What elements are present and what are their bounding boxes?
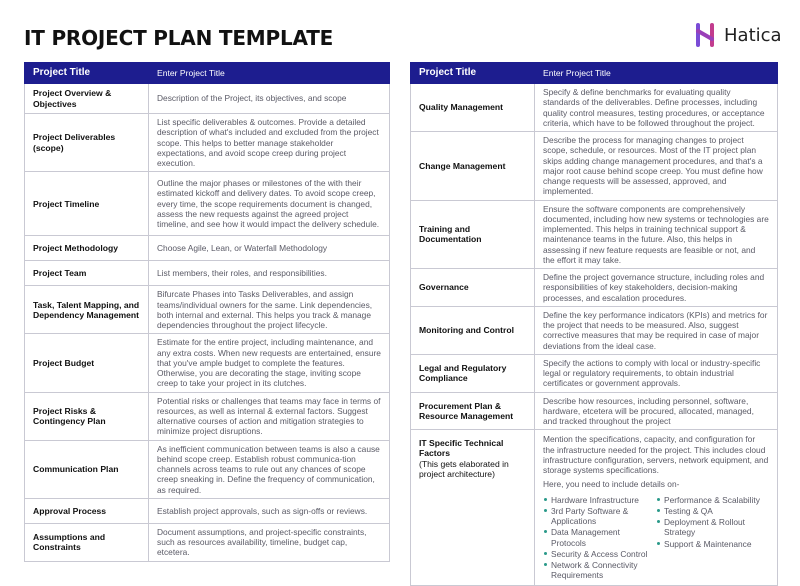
- row-label: Assumptions and Constraints: [25, 523, 149, 561]
- list-item: Deployment & Rollout Strategy: [656, 517, 769, 538]
- table-row: [411, 306, 778, 354]
- header-project-title-input[interactable]: Enter Project Title: [149, 63, 390, 84]
- row-description[interactable]: [535, 430, 778, 585]
- row-description[interactable]: List specific deliverables & outcomes. Provide a detailed description of what's included and excluded from the project scope. This helps to better manage stakeholder expectations, and avoid scope creep during project execution.: [149, 114, 390, 172]
- row-label: Monitoring and Control: [411, 306, 535, 354]
- row-label: Project Methodology: [25, 236, 149, 261]
- row-description[interactable]: Describe the process for managing changes to project scope, schedule, or resources. Most of the IT project plan skips adding change management procedures, and that's a major root cause behind scope creep. You must define how change requests will be assessed, approved, and implemented.: [535, 132, 778, 201]
- list-item: Support & Maintenance: [656, 539, 769, 549]
- row-description[interactable]: Define the project governance structure, including roles and responsibilities of key stakeholders, decision-making processes, and escalation procedures.: [535, 269, 778, 307]
- row-label: Change Management: [411, 132, 535, 201]
- row-description[interactable]: List members, their roles, and responsibilities.: [149, 261, 390, 286]
- table-header-row: [411, 63, 778, 84]
- header-project-title-input[interactable]: Enter Project Title: [535, 63, 778, 84]
- row-label: Project Timeline: [25, 172, 149, 236]
- table-row: [411, 84, 778, 132]
- brand-logo: [692, 22, 782, 48]
- row-description[interactable]: Specify & define benchmarks for evaluating quality standards of the deliverables. Define processes, including quality control measures, testing procedures, or acceptance criteria, which have to be followed throughout the project.: [535, 84, 778, 132]
- table-row: [411, 392, 778, 430]
- row-label: [411, 430, 535, 585]
- row-description[interactable]: Establish project approvals, such as sign-offs or reviews.: [149, 498, 390, 523]
- table-header-row: [25, 63, 390, 84]
- table-row: [25, 440, 390, 498]
- row-label: Project Risks & Contingency Plan: [25, 392, 149, 440]
- row-description[interactable]: Ensure the software components are comprehensively documented, including how new systems or technologies are implemented. This helps in training technical support & maintenance teams in the future. Also, this helps in assessing if new feature requests are feasible or not, and the effort it may take.: [535, 200, 778, 269]
- list-item: Performance & Scalability: [656, 495, 769, 505]
- row-description[interactable]: Define the key performance indicators (KPIs) and metrics for the project that needs to be measured. Also, suggest corrective measures that may be required in case of major deviations from the ideal case.: [535, 306, 778, 354]
- table-row: [25, 498, 390, 523]
- list-item: 3rd Party Software & Applications: [543, 506, 656, 527]
- row-label: Quality Management: [411, 84, 535, 132]
- right-plan-table: [410, 62, 778, 586]
- row-description[interactable]: Choose Agile, Lean, or Waterfall Methodology: [149, 236, 390, 261]
- page-title: IT PROJECT PLAN TEMPLATE: [24, 26, 334, 50]
- row-label: Training and Documentation: [411, 200, 535, 269]
- row-label: Approval Process: [25, 498, 149, 523]
- technical-factors-intro: Here, you need to include details on-: [543, 479, 680, 490]
- row-description[interactable]: As inefficient communication between teams is also a cause behind scope creep. Establish robust communica-tion channels across teams to rule out any chances of scope creep sneaking in. Define the frequency of communication, as required.: [149, 440, 390, 498]
- technical-factors-description: Mention the specifications, capacity, and configuration for the infrastructure needed for the project. This includes cloud infrastructure configuration, servers, network equipment, and storage systems specifications.: [543, 434, 769, 475]
- table-row: [25, 392, 390, 440]
- table-row: [411, 354, 778, 392]
- technical-factors-bullets: [543, 495, 769, 582]
- row-label: Project Deliverables (scope): [25, 114, 149, 172]
- table-row: [411, 200, 778, 269]
- row-label: Governance: [411, 269, 535, 307]
- row-description[interactable]: Outline the major phases or milestones of the with their estimated kickoff and delivery dates. To avoid scope creep, every time, the scope requirements document is changed, assess the new requests against the agreed project timeline, and see how it would impact the delivery schedule.: [149, 172, 390, 236]
- header-project-title: Project Title: [411, 63, 535, 84]
- technical-factors-label: IT Specific Technical Factors: [419, 438, 504, 459]
- list-item: Network & Connectivity Requirements: [543, 560, 656, 581]
- row-description[interactable]: Document assumptions, and project-specific constraints, such as resources availability, timeline, budget cap, etcetera.: [149, 523, 390, 561]
- row-label: Project Budget: [25, 334, 149, 392]
- table-row: [25, 236, 390, 261]
- row-label: Communication Plan: [25, 440, 149, 498]
- row-description[interactable]: Bifurcate Phases into Tasks Deliverables, and assign teams/individual owners for the same. Link dependencies, both internal and external. This helps you track & manage dependencies throughout the project lifecycle.: [149, 286, 390, 334]
- table-row: [25, 261, 390, 286]
- list-item: Testing & QA: [656, 506, 769, 516]
- row-label: Procurement Plan & Resource Management: [411, 392, 535, 430]
- row-description[interactable]: Describe how resources, including personnel, software, hardware, etcetera will be procured, allocated, managed, and tracked throughout the project: [535, 392, 778, 430]
- row-description[interactable]: Estimate for the entire project, including maintenance, and any extra costs. When new requests are entertained, ensure that you've ample budget to complete the features. Otherwise, you are decorating the stage, inviting scope creep to take your project in its clutches.: [149, 334, 390, 392]
- list-item: Hardware Infrastructure: [543, 495, 656, 505]
- bullet-list-right: [656, 495, 769, 582]
- technical-factors-sublabel: (This gets elaborated in project architecture): [419, 458, 509, 479]
- row-description[interactable]: Specify the actions to comply with local or industry-specific legal or regulatory requirements, to obtain industrial certificates or government approvals.: [535, 354, 778, 392]
- table-row: [25, 84, 390, 114]
- row-label: Legal and Regulatory Compliance: [411, 354, 535, 392]
- bullet-list-left: [543, 495, 656, 582]
- header-project-title: Project Title: [25, 63, 149, 84]
- table-row: [411, 430, 778, 585]
- table-row: [411, 269, 778, 307]
- table-row: [25, 334, 390, 392]
- table-row: [25, 523, 390, 561]
- left-plan-table: [24, 62, 390, 562]
- table-row: [25, 114, 390, 172]
- row-description[interactable]: Potential risks or challenges that teams may face in terms of resources, as well as internal & external factors. Suggest alternative courses of action and mitigation strategies to minimize project disruptions.: [149, 392, 390, 440]
- list-item: Data Management Protocols: [543, 527, 656, 548]
- list-item: Security & Access Control: [543, 549, 656, 559]
- row-label: Project Team: [25, 261, 149, 286]
- row-label: Project Overview & Objectives: [25, 84, 149, 114]
- row-description[interactable]: Description of the Project, its objectives, and scope: [149, 84, 390, 114]
- table-row: [25, 286, 390, 334]
- table-row: [25, 172, 390, 236]
- hatica-logo-icon: [692, 22, 718, 48]
- table-row: [411, 132, 778, 201]
- row-label: Task, Talent Mapping, and Dependency Management: [25, 286, 149, 334]
- logo-text: Hatica: [724, 24, 782, 46]
